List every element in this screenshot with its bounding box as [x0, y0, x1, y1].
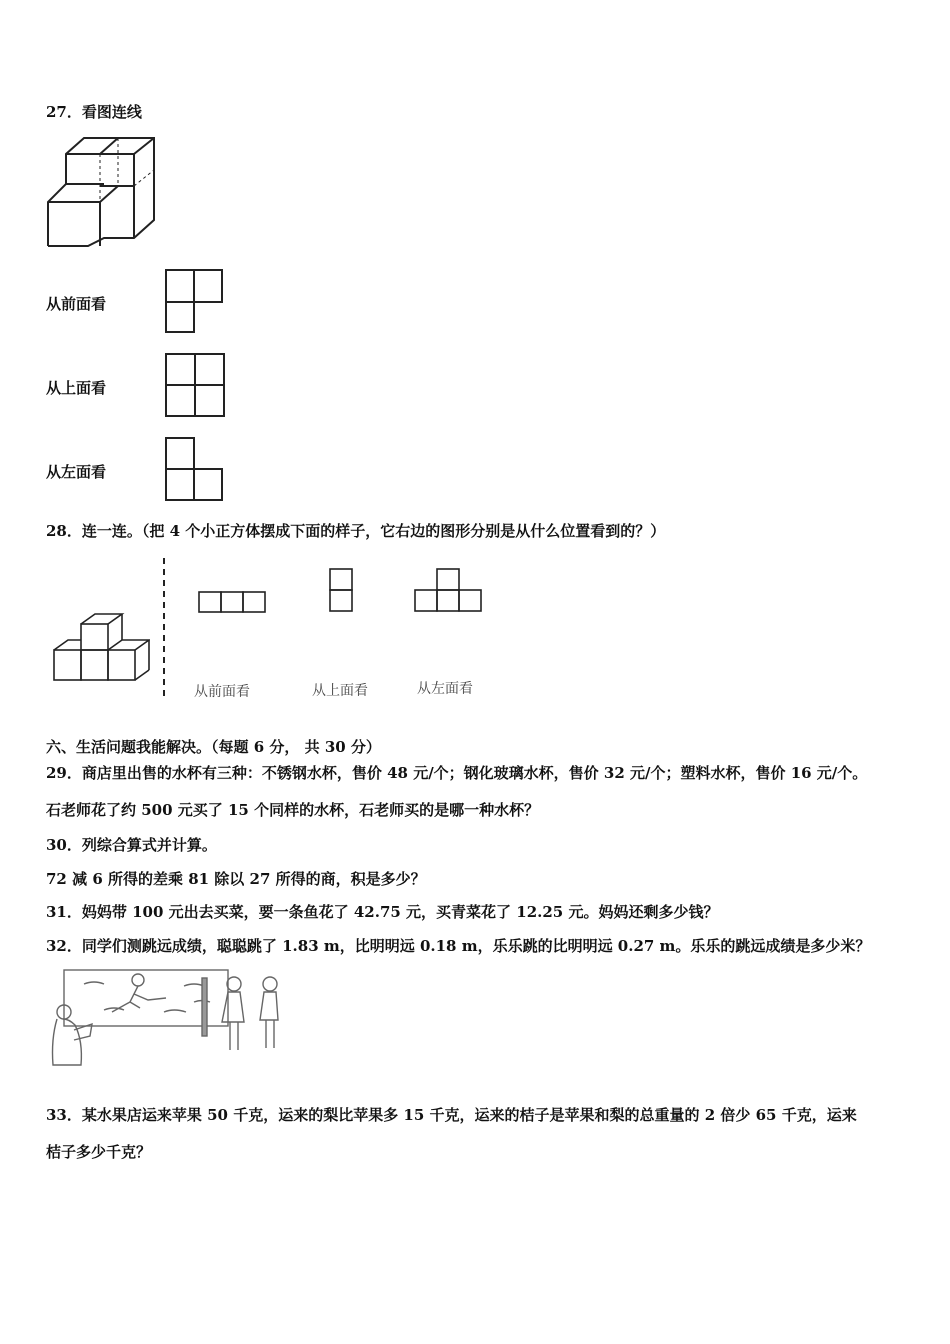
q27-view-label-front: 从前面看	[46, 295, 107, 313]
q28-cube-stack-figure	[50, 610, 150, 688]
q28-caption-top: 从上面看	[312, 683, 368, 699]
q29-line-1: 29．商店里出售的水杯有三种：不锈钢水杯，售价 48 元/个；钢化玻璃水杯，售价 32 元/个；塑料水杯，售价 16 元/个。	[46, 764, 868, 782]
q32-long-jump-illustration	[44, 964, 288, 1076]
q28-caption-front: 从前面看	[194, 684, 250, 700]
q33-line-2: 桔子多少千克？	[46, 1143, 152, 1161]
q28-dashed-divider	[160, 556, 168, 702]
q28-shape-t-figure[interactable]	[412, 565, 484, 615]
q30-line-2: 72 减 6 所得的差乘 81 除以 27 所得的商，积是多少？	[46, 870, 426, 888]
q29-line-2: 石老师花了约 500 元买了 15 个同样的水杯，石老师买的是哪一种水杯？	[46, 801, 540, 819]
q27-view-label-left: 从左面看	[46, 463, 107, 481]
section-6-heading: 六、生活问题我能解决。（每题 6 分， 共 30 分）	[46, 738, 381, 756]
q27-title: 27．看图连线	[46, 103, 142, 121]
q28-shape-three-row[interactable]	[196, 588, 268, 616]
q28-caption-left: 从左面看	[417, 681, 473, 697]
q27-front-view-figure[interactable]	[162, 266, 226, 336]
q30-line-1: 30．列综合算式并计算。	[46, 836, 217, 854]
q28-shape-two-column[interactable]	[326, 565, 356, 615]
q27-left-view-figure[interactable]	[162, 434, 226, 504]
q32-text: 32．同学们测跳远成绩，聪聪跳了 1.83 m，比明明远 0.18 m，乐乐跳的比明明远 0.27 m。乐乐的跳远成绩是多少米？	[46, 937, 871, 955]
q31-text: 31．妈妈带 100 元出去买菜，要一条鱼花了 42.75 元，买青菜花了 12.25 元。妈妈还剩多少钱？	[46, 903, 719, 921]
q27-view-label-top: 从上面看	[46, 379, 107, 397]
q28-title: 28．连一连。（把 4 个小正方体摆成下面的样子，它右边的图形分别是从什么位置看到的？）	[46, 522, 666, 540]
q27-solid-figure	[44, 134, 159, 252]
q27-top-view-figure[interactable]	[162, 350, 230, 420]
q33-line-1: 33．某水果店运来苹果 50 千克，运来的梨比苹果多 15 千克，运来的桔子是苹果和梨的总重量的 2 倍少 65 千克，运来	[46, 1106, 857, 1124]
